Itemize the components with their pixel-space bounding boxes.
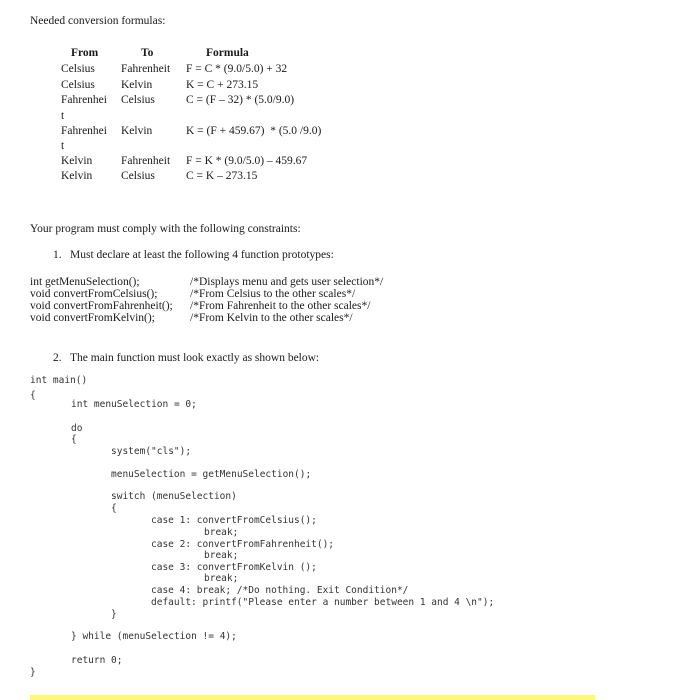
cell-from: Celsius [61,63,95,75]
cell-to: Fahrenheit [121,63,171,75]
constraints-intro: Your program must comply with the following constraints: [30,223,301,235]
code-line: } [111,609,117,620]
cell-from-wrap: t [61,140,65,152]
prototype-comment: /*From Celsius to the other scales*/ [190,288,356,300]
code-line: { [71,434,77,445]
code-line: } [30,667,36,678]
cell-from: Kelvin [61,155,93,167]
cell-formula: C = K – 273.15 [186,170,258,182]
cell-formula: F = C * (9.0/5.0) + 32 [186,63,288,75]
list-number: 2. [53,352,62,364]
column-header-formula: Formula [206,47,249,59]
column-header-from: From [71,47,99,59]
cell-from: Fahrenhei [61,94,107,106]
column-header-to: To [141,47,154,59]
prototype-comment: /*From Fahrenheit to the other scales*/ [190,300,371,312]
cell-formula: F = K * (9.0/5.0) – 459.67 [186,155,308,167]
code-line: int main() [30,375,88,386]
cell-from: Celsius [61,79,95,91]
cell-to: Fahrenheit [121,155,171,167]
list-item-text: The main function must look exactly as shown below: [70,352,320,364]
prototype-declaration: void convertFromCelsius(); [30,288,158,300]
cell-to: Kelvin [121,79,153,91]
cell-to: Celsius [121,94,155,106]
prototype-declaration: void convertFromKelvin(); [30,312,155,324]
cell-formula: C = (F – 32) * (5.0/9.0) [186,94,295,106]
code-line: menuSelection = getMenuSelection(); [111,469,312,480]
code-line: case 2: convertFromFahrenheit(); [151,539,335,550]
cell-to: Kelvin [121,125,153,137]
cell-from: Fahrenhei [61,125,107,137]
code-line: case 3: convertFromKelvin (); [151,562,317,573]
section-heading: Needed conversion formulas: [30,15,166,27]
code-line: { [111,503,117,514]
code-line: switch (menuSelection) [111,491,237,502]
prototype-declaration: int getMenuSelection(); [30,276,140,288]
code-line: } while (menuSelection != 4); [71,631,237,642]
prototype-comment: /*Displays menu and gets user selection*/ [190,276,384,288]
prototype-declaration: void convertFromFahrenheit(); [30,300,173,312]
code-line: default: printf("Please enter a number between 1 and 4 \n"); [151,597,495,608]
code-line: break; [204,573,239,584]
list-number: 1. [53,249,62,261]
code-line: case 1: convertFromCelsius(); [151,515,317,526]
code-line: return 0; [71,655,123,666]
cell-formula: K = (F + 459.67) * (5.0 /9.0) [186,125,322,137]
code-line: break; [204,527,239,538]
code-line: case 4: break; /*Do nothing. Exit Condition*/ [151,585,409,596]
code-line: int menuSelection = 0; [71,399,197,410]
cell-to: Celsius [121,170,155,182]
cell-from-wrap: t [61,110,65,122]
prototype-comment: /*From Kelvin to the other scales*/ [190,312,353,324]
code-line: { [30,390,36,401]
cell-formula: K = C + 273.15 [186,79,259,91]
code-line: system("cls"); [111,446,192,457]
list-item-text: Must declare at least the following 4 function prototypes: [70,249,334,261]
highlight-bar [30,695,595,700]
code-line: do [71,423,83,434]
code-line: break; [204,550,239,561]
cell-from: Kelvin [61,170,93,182]
